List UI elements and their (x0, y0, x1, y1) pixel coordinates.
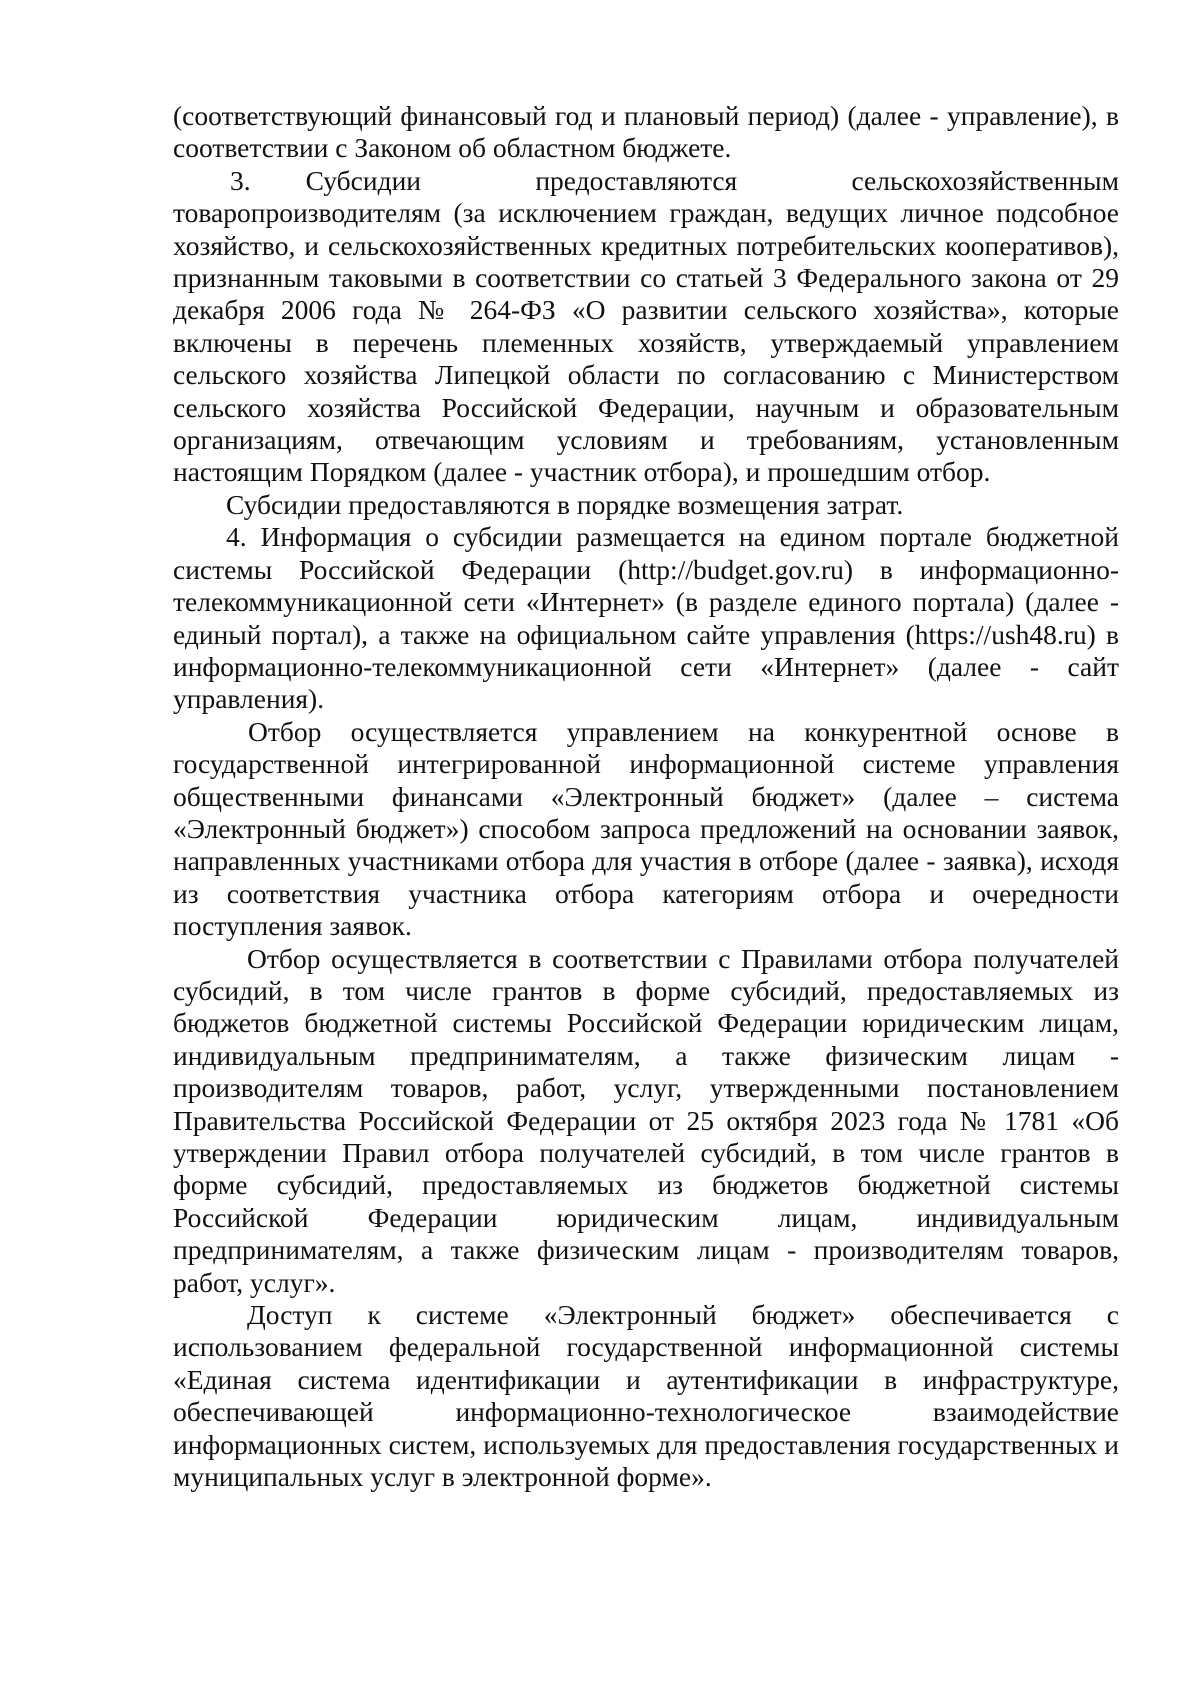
paragraph-item-3: 3. Субсидии предоставляются сельскохозяйственным товаропроизводителям (за исключением граждан, ведущих личное подсобное хозяйство, и сельскохозяйственных кредитных потребительских кооперативов), признанным таковыми в соответствии со статьей 3 Федерального закона от 29 декабря 2006 года № 264-ФЗ «О развитии сельского хозяйства», которые включены в перечень племенных хозяйств, утверждаемый управлением сельского хозяйства Липецкой области по согласованию с Министерством сельского хозяйства Российской Федерации, научным и образовательным организациям, отвечающим условиям и требованиям, установленным настоящим Порядком (далее - участник отбора), и прошедшим отбор. (173, 164, 1119, 488)
paragraph-selection-basis: Отбор осуществляется управлением на конкурентной основе в государственной интегрированной информационной системе управления общественными финансами «Электронный бюджет» (далее – система «Электронный бюджет») способом запроса предложений на основании заявок, направленных участниками отбора для участия в отборе (далее - заявка), исходя из соответствия участника отбора категориям отбора и очередности поступления заявок. (173, 715, 1119, 942)
paragraph-reimbursement: Субсидии предоставляются в порядке возмещения затрат. (226, 488, 904, 520)
paragraph-continuation: (соответствующий финансовый год и плановый период) (далее - управление), в соответствии с Законом об областном бюджете. (173, 100, 1119, 164)
paragraph-system-access: Доступ к системе «Электронный бюджет» обеспечивается с использованием федеральной государственной информационной системы «Единая система идентификации и аутентификации в инфраструктуре, обеспечивающей информационно-технологическое взаимодействие информационных систем, используемых для предоставления государственных и муниципальных услуг в электронной форме». (173, 1299, 1119, 1493)
document-page (173, 100, 1119, 1493)
paragraph-selection-rules: Отбор осуществляется в соответствии с Правилами отбора получателей субсидий, в том числе грантов в форме субсидий, предоставляемых из бюджетов бюджетной системы Российской Федерации юридическим лицам, индивидуальным предпринимателям, а также физическим лицам - производителям товаров, работ, услуг, утвержденными постановлением Правительства Российской Федерации от 25 октября 2023 года № 1781 «Об утверждении Правил отбора получателей субсидий, в том числе грантов в форме субсидий, предоставляемых из бюджетов бюджетной системы Российской Федерации юридическим лицам, индивидуальным предпринимателям, а также физическим лицам - производителям товаров, работ, услуг». (173, 942, 1119, 1298)
paragraph-item-4: 4. Информация о субсидии размещается на едином портале бюджетной системы Российской Федерации (http://budget.gov.ru) в информационно-телекоммуникационной сети «Интернет» (в разделе единого портала) (далее - единый портал), а также на официальном сайте управления (https://ush48.ru) в информационно-телекоммуникационной сети «Интернет» (далее - сайт управления). (173, 521, 1119, 715)
